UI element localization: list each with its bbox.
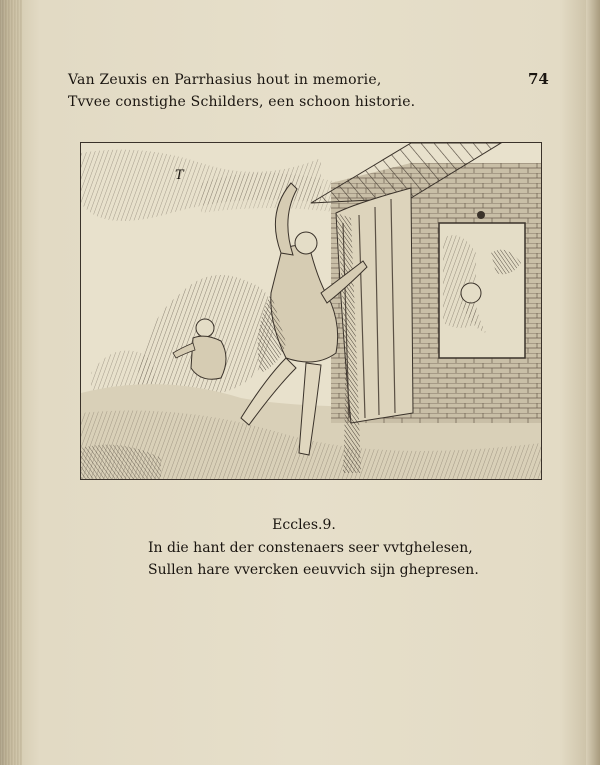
main-figure-head [295, 232, 317, 254]
boy-figure-body [191, 336, 226, 379]
page-number: 74 [528, 70, 549, 88]
verse-line-2: Sullen hare vvercken eeuvvich sijn ghepresen. [148, 562, 479, 578]
engraving-illustration [81, 143, 541, 479]
bird-on-frame [477, 211, 485, 219]
boy-figure-head [196, 319, 214, 337]
plate-marker-letter: T [175, 168, 184, 183]
page-right-edge [586, 0, 600, 765]
header-line-2: Tvvee constighe Schilders, een schoon historie. [68, 94, 416, 110]
page-stack-edge [0, 0, 22, 765]
engraving-plate [80, 142, 542, 480]
header-line-1: Van Zeuxis en Parrhasius hout in memorie, [68, 72, 382, 88]
verse-line-1: In die hant der constenaers seer vvtghelesen, [148, 540, 473, 556]
scripture-reference: Eccles.9. [272, 517, 336, 533]
